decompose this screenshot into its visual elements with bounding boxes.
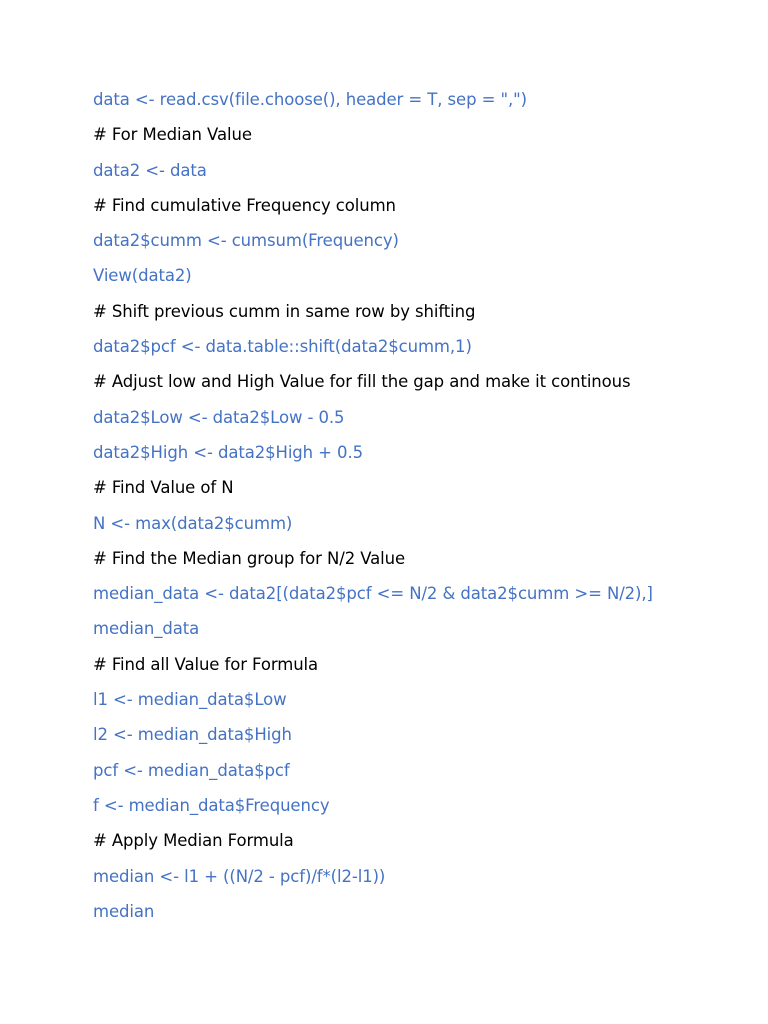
code-line-median-data: median_data <- data2[(data2$pcf <= N/2 & data2$cumm >= N/2),]: [93, 584, 653, 604]
code-line-max: N <- max(data2$cumm): [93, 513, 293, 533]
code-line-print-median: median: [93, 901, 155, 921]
comment-shift-previous: # Shift previous cumm in same row by shifting: [93, 301, 476, 321]
code-line-frequency: f <- median_data$Frequency: [93, 795, 330, 815]
comment-median-group: # Find the Median group for N/2 Value: [93, 548, 406, 568]
code-line-median-formula: median <- l1 + ((N/2 - pcf)/f*(l2-l1)): [93, 866, 386, 886]
comment-formula-values: # Find all Value for Formula: [93, 654, 319, 674]
comment-adjust-low-high: # Adjust low and High Value for fill the gap and make it continous: [93, 372, 631, 392]
code-line-print-median-data: median_data: [93, 619, 200, 639]
code-line-l1: l1 <- median_data$Low: [93, 690, 287, 710]
document-body: [93, 82, 753, 929]
code-line-read-csv: data <- read.csv(file.choose(), header = T, sep = ","): [93, 90, 527, 109]
code-line-l2: l2 <- median_data$High: [93, 725, 292, 745]
comment-median-value: # For Median Value: [93, 125, 252, 145]
code-line-shift: data2$pcf <- data.table::shift(data2$cumm,1): [93, 337, 472, 357]
comment-cumulative-frequency: # Find cumulative Frequency column: [93, 195, 396, 215]
code-line-view: View(data2): [93, 266, 192, 286]
code-line-low: data2$Low <- data2$Low - 0.5: [93, 407, 345, 427]
code-line-copy-data: data2 <- data: [93, 160, 207, 180]
comment-find-n: # Find Value of N: [93, 478, 234, 498]
code-line-pcf: pcf <- median_data$pcf: [93, 760, 290, 780]
code-line-high: data2$High <- data2$High + 0.5: [93, 442, 363, 462]
comment-apply-formula: # Apply Median Formula: [93, 831, 294, 851]
code-line-cumsum: data2$cumm <- cumsum(Frequency): [93, 231, 399, 251]
